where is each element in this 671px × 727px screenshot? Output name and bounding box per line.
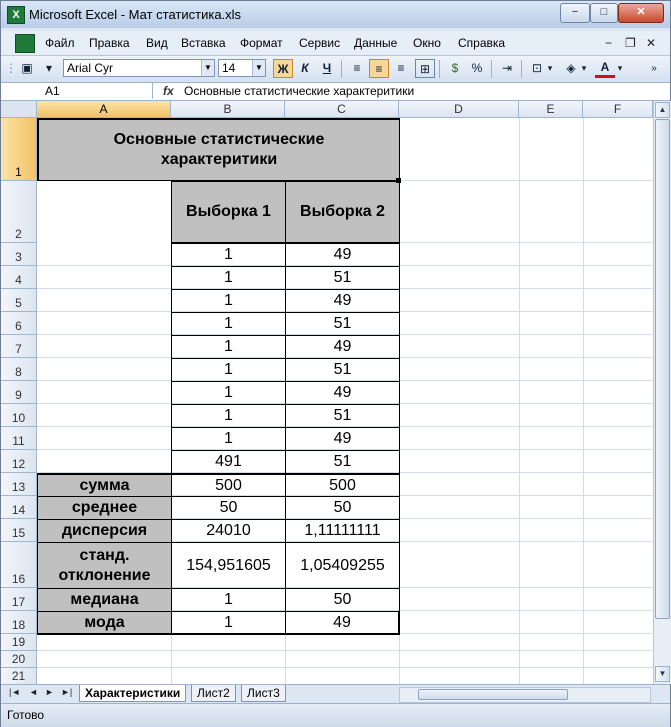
chevron-down-icon: ▼ bbox=[201, 60, 214, 76]
toolbar-options-icon[interactable]: ▾ bbox=[45, 61, 53, 75]
name-box[interactable]: A1 bbox=[3, 83, 153, 99]
row-header[interactable]: 12 bbox=[1, 450, 37, 473]
row-header[interactable]: 18 bbox=[1, 611, 37, 634]
row-header[interactable]: 8 bbox=[1, 358, 37, 381]
prev-sheet-icon[interactable]: ◄ bbox=[29, 687, 38, 697]
stat-label-sum[interactable]: сумма bbox=[37, 473, 172, 497]
menu-window[interactable]: Окно bbox=[413, 36, 441, 50]
font-size-select[interactable] bbox=[218, 59, 266, 77]
row-header[interactable]: 3 bbox=[1, 243, 37, 266]
borders-icon[interactable]: ⊡ bbox=[531, 61, 543, 75]
stat-label-std[interactable]: станд. отклонение bbox=[37, 542, 172, 589]
menu-format[interactable]: Формат bbox=[240, 36, 283, 50]
menu-tools[interactable]: Сервис bbox=[299, 36, 341, 50]
row-header[interactable]: 11 bbox=[1, 427, 37, 450]
bold-button[interactable]: Ж bbox=[273, 59, 293, 78]
row-header[interactable]: 19 bbox=[1, 634, 37, 651]
font-size-value: 14 bbox=[222, 61, 236, 75]
stat-mean-sample2[interactable]: 50 bbox=[285, 496, 400, 520]
next-sheet-icon[interactable]: ► bbox=[45, 687, 54, 697]
stat-variance-sample2[interactable]: 1,11111111 bbox=[285, 519, 400, 543]
font-name-select[interactable] bbox=[63, 59, 215, 77]
row-header[interactable]: 4 bbox=[1, 266, 37, 289]
doc-restore-button[interactable]: ❐ bbox=[625, 36, 636, 50]
sample2-value[interactable]: 49 bbox=[285, 381, 400, 405]
sample1-value[interactable]: 1 bbox=[171, 358, 286, 382]
row-header[interactable]: 14 bbox=[1, 496, 37, 519]
scroll-thumb[interactable] bbox=[418, 689, 568, 700]
row-header[interactable]: 15 bbox=[1, 519, 37, 542]
currency-icon[interactable]: $ bbox=[451, 61, 459, 75]
menu-data[interactable]: Данные bbox=[354, 36, 398, 50]
column-header-c[interactable]: C bbox=[285, 101, 399, 118]
row-header[interactable]: 10 bbox=[1, 404, 37, 427]
toolbar-separator bbox=[439, 60, 440, 78]
workbook-icon[interactable] bbox=[15, 34, 35, 53]
doc-minimize-button[interactable]: − bbox=[605, 36, 613, 50]
column-header-a[interactable]: A bbox=[37, 101, 171, 118]
table-title[interactable]: Основные статистические характеритики bbox=[37, 118, 400, 181]
sample1-value[interactable]: 1 bbox=[171, 289, 286, 313]
column-header-e[interactable]: E bbox=[519, 101, 583, 118]
header-sample-1[interactable]: Выборка 1 bbox=[171, 181, 286, 243]
row-header[interactable]: 17 bbox=[1, 588, 37, 611]
stat-label-median[interactable]: медиана bbox=[37, 588, 172, 612]
gridline bbox=[37, 650, 653, 651]
merge-center-icon[interactable]: ⊞ bbox=[415, 59, 435, 78]
scroll-thumb[interactable] bbox=[655, 119, 670, 619]
sample1-value[interactable]: 1 bbox=[171, 312, 286, 336]
stat-median-sample1[interactable]: 1 bbox=[171, 588, 286, 612]
stat-mean-sample1[interactable]: 50 bbox=[171, 496, 286, 520]
last-sheet-icon[interactable]: ►| bbox=[61, 687, 73, 697]
indent-icon[interactable]: ⇥ bbox=[501, 61, 513, 75]
stat-variance-sample1[interactable]: 24010 bbox=[171, 519, 286, 543]
scroll-down-icon[interactable]: ▼ bbox=[655, 666, 670, 682]
menu-insert[interactable]: Вставка bbox=[181, 36, 226, 50]
fill-handle[interactable] bbox=[396, 178, 401, 183]
stat-label-mean[interactable]: среднее bbox=[37, 496, 172, 520]
horizontal-scrollbar[interactable] bbox=[399, 687, 651, 703]
tab-characteristics[interactable]: Характеристики bbox=[79, 685, 186, 702]
spreadsheet-grid[interactable] bbox=[1, 101, 653, 684]
row-header[interactable]: 9 bbox=[1, 381, 37, 404]
sample2-value[interactable]: 49 bbox=[285, 289, 400, 313]
title-bar bbox=[1, 1, 670, 28]
gridline bbox=[583, 118, 584, 684]
close-button[interactable]: ✕ bbox=[618, 3, 664, 23]
formula-bar bbox=[1, 83, 670, 101]
maximize-button[interactable]: □ bbox=[590, 3, 618, 23]
first-sheet-icon[interactable]: |◄ bbox=[9, 687, 21, 697]
sample1-value[interactable]: 1 bbox=[171, 335, 286, 359]
gridline bbox=[519, 118, 520, 684]
sample2-value[interactable]: 49 bbox=[285, 427, 400, 451]
window-title: Microsoft Excel - Мат статистика.xls bbox=[29, 7, 242, 22]
row-header[interactable]: 7 bbox=[1, 335, 37, 358]
sample2-value[interactable]: 51 bbox=[285, 312, 400, 336]
status-text: Готово bbox=[7, 708, 45, 722]
sample1-value[interactable]: 1 bbox=[171, 243, 286, 267]
column-header-b[interactable]: B bbox=[171, 101, 285, 118]
align-center-icon[interactable]: ≡ bbox=[369, 59, 389, 78]
menu-file[interactable]: Файл bbox=[45, 36, 75, 50]
chevron-down-icon[interactable]: ▾ bbox=[617, 63, 623, 73]
chevron-down-icon[interactable]: ▾ bbox=[581, 63, 587, 73]
row-header[interactable]: 2 bbox=[1, 181, 37, 243]
row-header[interactable]: 20 bbox=[1, 651, 37, 668]
menu-view[interactable]: Вид bbox=[146, 36, 168, 50]
toolbar-separator bbox=[491, 60, 492, 78]
chevron-down-icon: ▼ bbox=[252, 60, 265, 76]
menu-help[interactable]: Справка bbox=[458, 36, 506, 50]
scroll-up-icon[interactable]: ▲ bbox=[655, 102, 670, 118]
italic-button[interactable]: К bbox=[301, 61, 309, 75]
row-header[interactable]: 21 bbox=[1, 668, 37, 684]
status-bar bbox=[1, 703, 670, 727]
formula-input[interactable]: Основные статистические характеритики bbox=[184, 84, 415, 98]
column-header-d[interactable]: D bbox=[399, 101, 519, 118]
underline-button[interactable]: Ч bbox=[322, 61, 332, 75]
toolbar-separator bbox=[341, 60, 342, 78]
function-icon[interactable]: fx bbox=[163, 84, 174, 98]
stat-sum-sample1[interactable]: 500 bbox=[171, 473, 286, 497]
sample2-value[interactable]: 51 bbox=[285, 266, 400, 290]
percent-button[interactable]: % bbox=[471, 61, 483, 75]
align-left-icon[interactable]: ≡ bbox=[353, 61, 361, 75]
stat-std-sample2[interactable]: 1,05409255 bbox=[285, 542, 400, 589]
select-all-corner[interactable] bbox=[1, 101, 37, 118]
sample1-value[interactable]: 1 bbox=[171, 266, 286, 290]
column-header-f[interactable]: F bbox=[583, 101, 653, 118]
save-icon[interactable]: ▣ bbox=[21, 61, 33, 75]
excel-app-icon: X bbox=[7, 6, 25, 24]
sample2-value[interactable]: 49 bbox=[285, 243, 400, 267]
row-header[interactable]: 5 bbox=[1, 289, 37, 312]
sample1-value[interactable]: 1 bbox=[171, 427, 286, 451]
fill-color-icon[interactable]: ◈ bbox=[566, 61, 576, 75]
stat-std-sample1[interactable]: 154,951605 bbox=[171, 542, 286, 589]
sample2-value[interactable]: 51 bbox=[285, 404, 400, 428]
tab-sheet2[interactable]: Лист2 bbox=[191, 685, 236, 702]
vertical-scrollbar[interactable] bbox=[653, 101, 671, 684]
font-name-value: Arial Cyr bbox=[67, 61, 114, 75]
stat-sum-sample2[interactable]: 500 bbox=[285, 473, 400, 497]
stat-label-mode[interactable]: мода bbox=[37, 611, 172, 635]
row-header[interactable]: 13 bbox=[1, 473, 37, 496]
minimize-button[interactable]: − bbox=[560, 3, 590, 23]
toolbar-grip-icon: ⋮ bbox=[5, 61, 17, 75]
doc-close-button[interactable]: ✕ bbox=[646, 36, 657, 50]
sheet-tabs-bar bbox=[1, 684, 670, 703]
sample2-value[interactable]: 49 bbox=[285, 335, 400, 359]
font-color-button[interactable]: A bbox=[595, 59, 615, 78]
row-header[interactable]: 1 bbox=[1, 118, 37, 181]
align-right-icon[interactable]: ≡ bbox=[397, 61, 405, 75]
sample1-value[interactable]: 1 bbox=[171, 381, 286, 405]
sample2-value[interactable]: 51 bbox=[285, 358, 400, 382]
sample1-value[interactable]: 491 bbox=[171, 450, 286, 474]
toolbar-separator bbox=[521, 60, 522, 78]
stat-label-variance[interactable]: дисперсия bbox=[37, 519, 172, 543]
header-sample-2[interactable]: Выборка 2 bbox=[285, 181, 400, 243]
sample1-value[interactable]: 1 bbox=[171, 404, 286, 428]
sample2-value[interactable]: 51 bbox=[285, 450, 400, 474]
row-header[interactable]: 6 bbox=[1, 312, 37, 335]
formatting-toolbar bbox=[1, 56, 670, 83]
stat-median-sample2[interactable]: 50 bbox=[285, 588, 400, 612]
menu-edit[interactable]: Правка bbox=[89, 36, 130, 50]
stat-mode-sample1[interactable]: 1 bbox=[171, 611, 286, 635]
row-header[interactable]: 16 bbox=[1, 542, 37, 588]
menu-bar bbox=[1, 31, 670, 56]
toolbar-options-icon[interactable]: » bbox=[651, 63, 657, 74]
stat-mode-sample2[interactable]: 49 bbox=[285, 611, 400, 635]
chevron-down-icon[interactable]: ▾ bbox=[547, 63, 553, 73]
tab-sheet3[interactable]: Лист3 bbox=[241, 685, 286, 702]
cell-a2[interactable] bbox=[37, 181, 172, 243]
gridline bbox=[37, 667, 653, 668]
